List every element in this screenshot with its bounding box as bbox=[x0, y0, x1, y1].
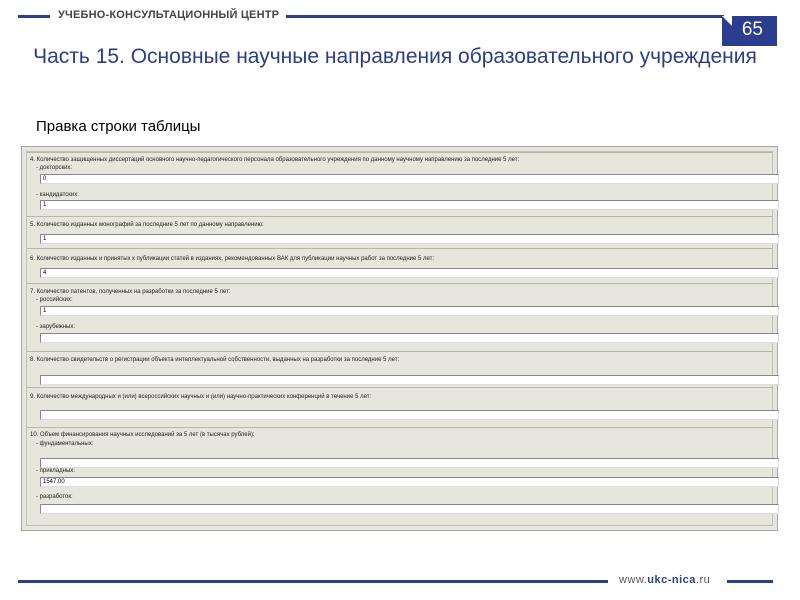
section-q9 bbox=[27, 387, 772, 428]
q4-candidate-input[interactable]: 1 bbox=[40, 200, 779, 210]
slide-number: 65 bbox=[741, 19, 763, 40]
header-rule-left bbox=[18, 15, 50, 18]
section-q5 bbox=[27, 216, 772, 249]
q7-russian-label: - российских: bbox=[36, 297, 73, 303]
q10-label: 10. Объем финансирования научных исследований за 5 лет (в тысячах рублей): bbox=[30, 432, 255, 438]
section-q6 bbox=[27, 248, 772, 285]
form-body bbox=[26, 151, 773, 526]
footer-url[interactable] bbox=[619, 574, 710, 586]
section-q4 bbox=[27, 152, 772, 223]
q5-input[interactable]: 1 bbox=[40, 234, 779, 244]
badge-corner bbox=[722, 16, 732, 26]
slide-title: Часть 15. Основные научные направления образовательного учреждения bbox=[33, 45, 757, 68]
section-q10 bbox=[27, 427, 772, 528]
section-q8 bbox=[27, 351, 772, 388]
q10-fundamental-input[interactable] bbox=[40, 458, 779, 468]
q4-doctoral-label: - докторских: bbox=[36, 165, 73, 171]
q8-input[interactable] bbox=[40, 375, 779, 385]
footer-url-prefix: www. bbox=[619, 574, 648, 586]
edit-row-form bbox=[21, 146, 778, 531]
q8-label: 8. Количество свидетельств о регистрации объекта интеллектуальной собственности, выданных на разработки за последние 5 лет: bbox=[30, 357, 400, 363]
q7-foreign-label: - зарубежных: bbox=[36, 324, 76, 330]
q10-applied-input[interactable]: 1547.00 bbox=[40, 477, 779, 487]
footer-url-brand: ukc-nica bbox=[647, 574, 696, 586]
q10-development-label: - разработок: bbox=[36, 494, 73, 500]
q7-russian-input[interactable]: 1 bbox=[40, 306, 779, 316]
q4-label: 4. Количество защищенных диссертаций основного научно-педагогического персонала образовательного учреждения по данному научному направлению за последние 5 лет: bbox=[30, 157, 520, 163]
q9-input[interactable] bbox=[40, 410, 779, 420]
footer-rule-left bbox=[18, 580, 608, 583]
header-rule-right bbox=[286, 15, 724, 18]
q10-applied-label: - прикладных: bbox=[36, 468, 75, 474]
footer-url-suffix: .ru bbox=[695, 574, 711, 586]
q6-input[interactable]: 4 bbox=[40, 268, 779, 278]
slide-subtitle: Правка строки таблицы bbox=[36, 118, 201, 135]
footer-rule-right bbox=[727, 580, 773, 583]
q7-foreign-input[interactable] bbox=[40, 333, 779, 343]
header-brand: УЧЕБНО-КОНСУЛЬТАЦИОННЫЙ ЦЕНТР bbox=[58, 9, 280, 21]
q10-fundamental-label: - фундаментальных: bbox=[36, 441, 94, 447]
q4-doctoral-input[interactable]: 0 bbox=[40, 174, 779, 184]
q6-label: 6. Количество изданных и принятых к публикации статей в изданиях, рекомендованных ВАК для публикации научных работ за последние 5 лет: bbox=[30, 256, 435, 262]
section-q7 bbox=[27, 283, 772, 352]
q4-candidate-label: - кандидатских: bbox=[36, 192, 79, 198]
q7-label: 7. Количество патентов, полученных на разработки за последние 5 лет: bbox=[30, 289, 231, 295]
q9-label: 9. Количество международных и (или) всероссийских научных и (или) научно-практических конференций в течение 5 лет: bbox=[30, 394, 372, 400]
q10-development-input[interactable] bbox=[40, 504, 779, 514]
q5-label: 5. Количество изданных монографий за последние 5 лет по данному направлению: bbox=[30, 222, 264, 228]
